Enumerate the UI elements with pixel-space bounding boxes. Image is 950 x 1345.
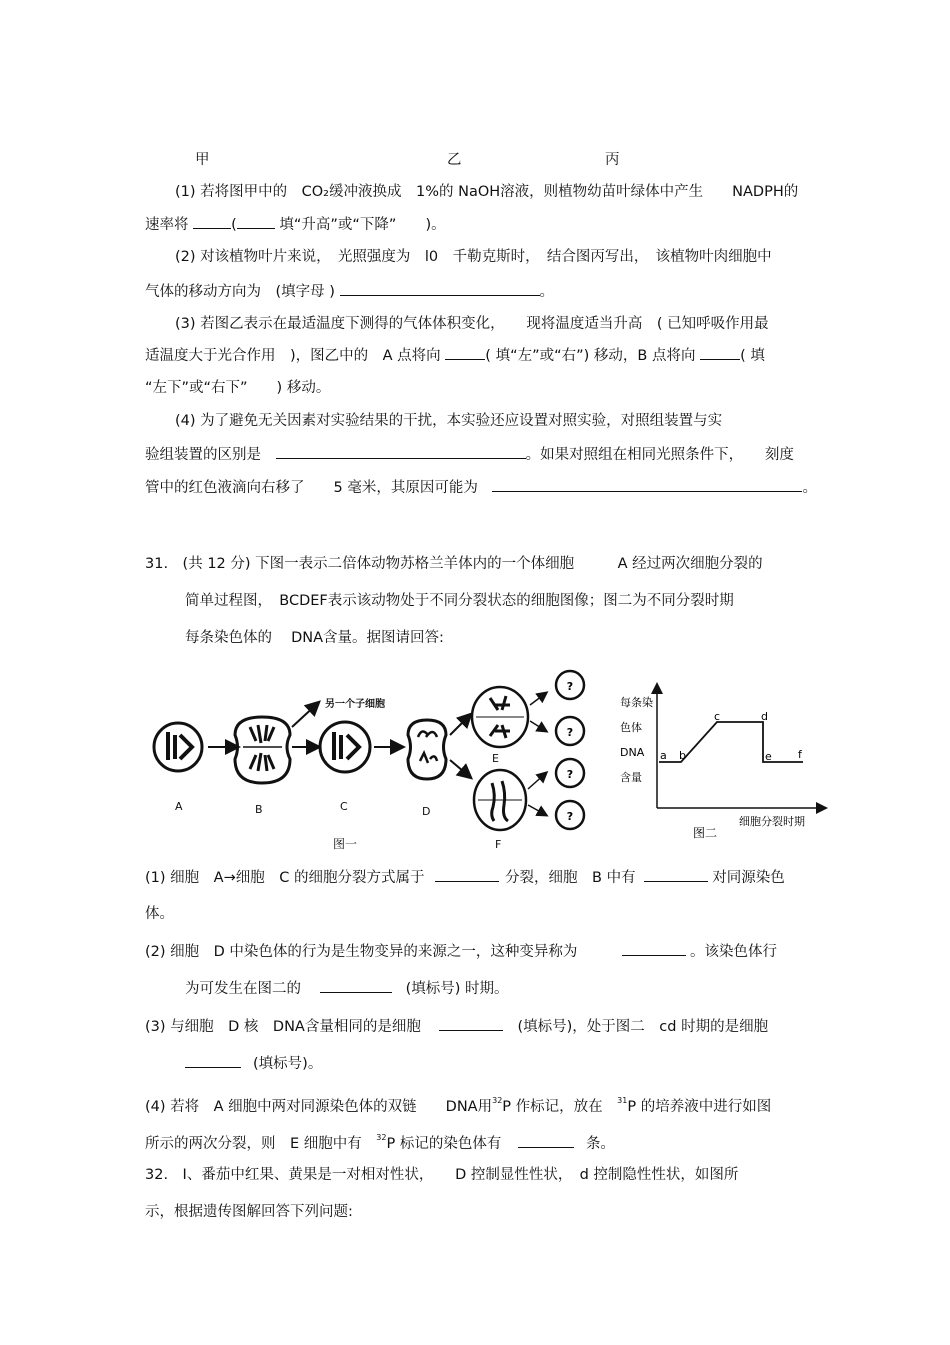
x-axis-label: 细胞分裂时期: [739, 815, 805, 828]
answer-blank[interactable]: [700, 345, 740, 360]
q31-s1-line1: (1) 细胞 A→细胞 C 的细胞分裂方式属于 分裂，细胞 B 中有 对同源染色: [145, 867, 785, 888]
q30-p3-line1: (3) 若图乙表示在最适温度下测得的气体体积变化， 现将温度适当升高 ( 已知呼吸作用最: [175, 316, 769, 332]
point-label-c: c: [714, 710, 721, 723]
q32-line1: 32. Ⅰ、番茄中红果、黄果是一对相对性状， D 控制显性性状， d 控制隐性性状，如图所: [145, 1167, 739, 1183]
cell-d: [408, 720, 446, 779]
q31-s4-line1: (4) 若将 A 细胞中两对同源染色体的双链 DNA用$^{32}$P 作标记，放在 $^{31}$P 的培养液中进行如图: [145, 1096, 772, 1115]
answer-blank[interactable]: [492, 477, 802, 492]
y-axis-label: DNA: [620, 746, 645, 759]
figure-2-dna-content-graph: [615, 680, 835, 850]
cell-f: [474, 770, 526, 830]
point-label-d: d: [761, 710, 768, 723]
answer-blank[interactable]: [439, 1016, 503, 1031]
answer-blank[interactable]: [622, 941, 686, 956]
point-label-f: f: [798, 748, 802, 761]
answer-blank[interactable]: [435, 867, 499, 882]
q32-line2: 示，根据遗传图解回答下列问题:: [145, 1204, 353, 1220]
q30-p4-line1: (4) 为了避免无关因素对实验结果的干扰，本实验还应设置对照实验，对照组装置与实: [175, 413, 723, 429]
answer-blank[interactable]: [340, 281, 540, 296]
y-axis-label: 含量: [620, 771, 642, 784]
q30-p1-line2: 速率将 ( 填“升高”或“下降” )。: [145, 214, 446, 235]
cell-a: [154, 723, 202, 771]
q30-p4-line3: 管中的红色液滴向右移了 5 毫米，其原因可能为 。: [145, 477, 817, 498]
point-label-e: e: [765, 750, 772, 763]
q30-p1-line1: (1) 若将图甲中的 CO₂缓冲液换成 1%的 NaOH溶液，则植物幼苗叶绿体中产生 NADPH的: [175, 184, 799, 200]
svg-text:?: ?: [566, 726, 574, 739]
q31-s3-line1: (3) 与细胞 D 核 DNA含量相同的是细胞 (填标号)，处于图二 cd 时期的是细胞: [145, 1016, 768, 1037]
label-bing: 丙: [605, 152, 620, 168]
figure-2-caption: 图二: [693, 826, 718, 840]
q31-s1-line2: 体。: [145, 906, 174, 922]
cell-b: [235, 717, 290, 783]
answer-blank[interactable]: [193, 214, 231, 229]
q31-s4-line2: 所示的两次分裂，则 E 细胞中有 $^{32}$P 标记的染色体有 条。: [145, 1133, 615, 1152]
y-axis-label: 每条染: [620, 696, 653, 709]
figure-1-cell-division: [150, 665, 595, 855]
label-b: B: [255, 803, 263, 816]
point-label-b: b: [679, 749, 686, 762]
answer-blank[interactable]: [237, 214, 275, 229]
label-jia: 甲: [195, 152, 210, 168]
daughter-cell: [556, 671, 584, 699]
cell-c: [320, 722, 370, 772]
q31-intro-line3: 每条染色体的 DNA含量。据图请回答:: [185, 630, 444, 646]
q31-s2-line2: 为可发生在图二的 (填标号) 时期。: [185, 978, 509, 999]
q31-s2-line1: (2) 细胞 D 中染色体的行为是生物变异的来源之一，这种变异称为 。该染色体行: [145, 941, 777, 962]
label-c: C: [340, 800, 348, 813]
label-d: D: [422, 805, 431, 818]
daughter-cell: [556, 759, 584, 787]
q31-intro-line2: 简单过程图， BCDEF表示该动物处于不同分裂状态的细胞图像；图二为不同分裂时期: [185, 593, 734, 609]
y-axis-label: 色体: [620, 721, 642, 734]
answer-blank[interactable]: [644, 867, 708, 882]
daughter-cell: [556, 717, 584, 745]
another-daughter-cell-label: 另一个子细胞: [325, 699, 385, 710]
daughter-cell: [556, 801, 584, 829]
q30-p2-line2: 气体的移动方向为 (填字母 ) 。: [145, 281, 554, 302]
svg-text:?: ?: [566, 810, 574, 823]
cell-e: [472, 687, 528, 747]
label-f: F: [495, 838, 502, 851]
answer-blank[interactable]: [276, 444, 526, 459]
answer-blank[interactable]: [185, 1053, 241, 1068]
label-e: E: [492, 752, 499, 765]
svg-text:?: ?: [566, 680, 574, 693]
point-label-a: a: [660, 749, 667, 762]
svg-text:?: ?: [566, 768, 574, 781]
answer-blank[interactable]: [320, 978, 392, 993]
label-a: A: [175, 800, 183, 813]
q30-p2-line1: (2) 对该植物叶片来说， 光照强度为 l0 千勒克斯时， 结合图丙写出， 该植物叶肉细胞中: [175, 249, 772, 265]
q30-p3-line2: 适温度大于光合作用 )，图乙中的 A 点将向 ( 填“左”或“右”) 移动，B 点将向 ( 填: [145, 345, 765, 366]
answer-blank[interactable]: [445, 345, 485, 360]
answer-blank[interactable]: [518, 1133, 574, 1148]
figure-1-caption: 图一: [333, 837, 358, 851]
q31-intro-line1: 31. (共 12 分) 下图一表示二倍体动物苏格兰羊体内的一个体细胞 A 经过两次细胞分裂的: [145, 556, 763, 572]
q31-s3-line2: (填标号)。: [185, 1053, 322, 1074]
q30-p3-line3: “左下”或“右下” ) 移动。: [145, 380, 331, 396]
q30-p4-line2: 验组装置的区别是 。如果对照组在相同光照条件下， 刻度: [145, 444, 794, 465]
label-yi: 乙: [447, 152, 462, 168]
